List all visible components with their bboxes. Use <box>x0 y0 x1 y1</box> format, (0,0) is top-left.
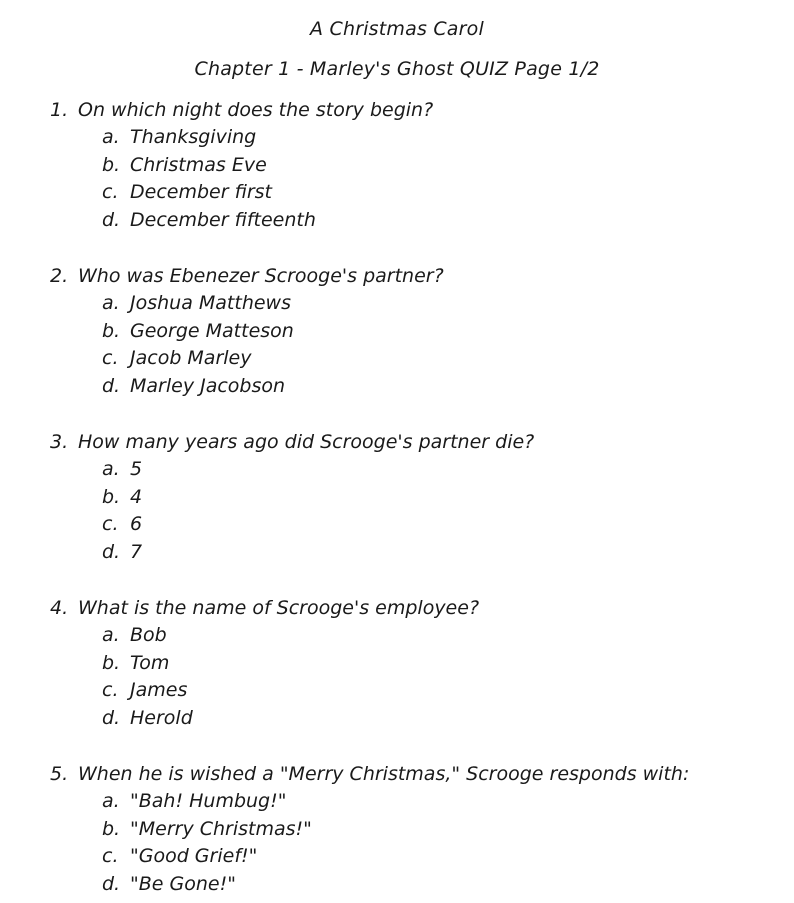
document-subtitle: Chapter 1 - Marley's Ghost QUIZ Page 1/2 <box>194 58 600 80</box>
document-title: A Christmas Carol <box>310 18 484 40</box>
option-text: 5 <box>130 458 143 480</box>
options-list <box>102 456 770 566</box>
option-letter: d. <box>102 374 121 397</box>
question-text: On which night does the story begin? <box>78 99 434 121</box>
option-text: Herold <box>130 706 193 729</box>
option-item <box>102 179 770 207</box>
option-item <box>102 816 770 844</box>
question-3 <box>50 428 770 566</box>
option-letter: a. <box>102 790 120 812</box>
option-text: Christmas Eve <box>130 153 267 176</box>
option-item <box>102 622 770 650</box>
option-letter: c. <box>102 679 119 701</box>
option-text: 7 <box>130 540 143 563</box>
question-number: 4. <box>50 597 69 619</box>
question-number: 1. <box>50 99 69 121</box>
option-letter: d. <box>102 872 121 895</box>
question-line <box>50 428 770 456</box>
option-letter: b. <box>102 153 121 176</box>
option-item <box>102 456 770 484</box>
option-item <box>102 539 770 567</box>
question-number: 2. <box>50 265 69 287</box>
question-line <box>50 96 770 124</box>
option-letter: d. <box>102 540 121 563</box>
option-item <box>102 207 770 235</box>
option-text: Bob <box>130 624 167 646</box>
option-item <box>102 345 770 373</box>
option-letter: d. <box>102 208 121 231</box>
question-line <box>50 594 770 622</box>
option-item <box>102 677 770 705</box>
options-list <box>102 788 770 898</box>
question-number: 5. <box>50 763 69 785</box>
question-text: When he is wished a "Merry Christmas," Scrooge responds with: <box>78 763 690 785</box>
option-item <box>102 373 770 401</box>
question-5 <box>50 760 770 898</box>
option-letter: b. <box>102 319 121 342</box>
option-letter: a. <box>102 126 120 148</box>
option-item <box>102 705 770 733</box>
question-text: Who was Ebenezer Scrooge's partner? <box>78 265 444 287</box>
option-letter: b. <box>102 651 121 674</box>
option-text: 6 <box>130 513 143 535</box>
option-text: 4 <box>130 485 143 508</box>
option-letter: a. <box>102 458 120 480</box>
option-letter: d. <box>102 706 121 729</box>
question-4 <box>50 594 770 732</box>
option-text: "Merry Christmas!" <box>130 817 312 840</box>
options-list <box>102 124 770 234</box>
option-text: Marley Jacobson <box>130 374 286 397</box>
question-text: What is the name of Scrooge's employee? <box>78 597 480 619</box>
option-item <box>102 788 770 816</box>
option-text: "Be Gone!" <box>130 872 236 895</box>
option-text: December first <box>130 181 272 203</box>
option-item <box>102 124 770 152</box>
question-line <box>50 760 770 788</box>
option-item <box>102 650 770 678</box>
option-letter: c. <box>102 513 119 535</box>
option-item <box>102 484 770 512</box>
question-text: How many years ago did Scrooge's partner die? <box>78 431 535 453</box>
question-2 <box>50 262 770 400</box>
question-1 <box>50 96 770 234</box>
option-letter: c. <box>102 347 119 369</box>
option-text: George Matteson <box>130 319 294 342</box>
option-letter: b. <box>102 485 121 508</box>
option-letter: b. <box>102 817 121 840</box>
option-text: December fifteenth <box>130 208 316 231</box>
options-list <box>102 622 770 732</box>
option-text: Jacob Marley <box>130 347 252 369</box>
question-line <box>50 262 770 290</box>
option-letter: a. <box>102 292 120 314</box>
option-item <box>102 511 770 539</box>
option-letter: a. <box>102 624 120 646</box>
option-text: James <box>130 679 188 701</box>
option-item <box>102 843 770 871</box>
options-list <box>102 290 770 400</box>
option-item <box>102 290 770 318</box>
option-text: Joshua Matthews <box>130 292 291 314</box>
option-text: Tom <box>130 651 170 674</box>
option-letter: c. <box>102 845 119 867</box>
option-text: "Good Grief!" <box>130 845 258 867</box>
option-text: Thanksgiving <box>130 126 257 148</box>
option-item <box>102 871 770 899</box>
option-text: "Bah! Humbug!" <box>130 790 287 812</box>
option-item <box>102 152 770 180</box>
question-number: 3. <box>50 431 69 453</box>
option-item <box>102 318 770 346</box>
option-letter: c. <box>102 181 119 203</box>
